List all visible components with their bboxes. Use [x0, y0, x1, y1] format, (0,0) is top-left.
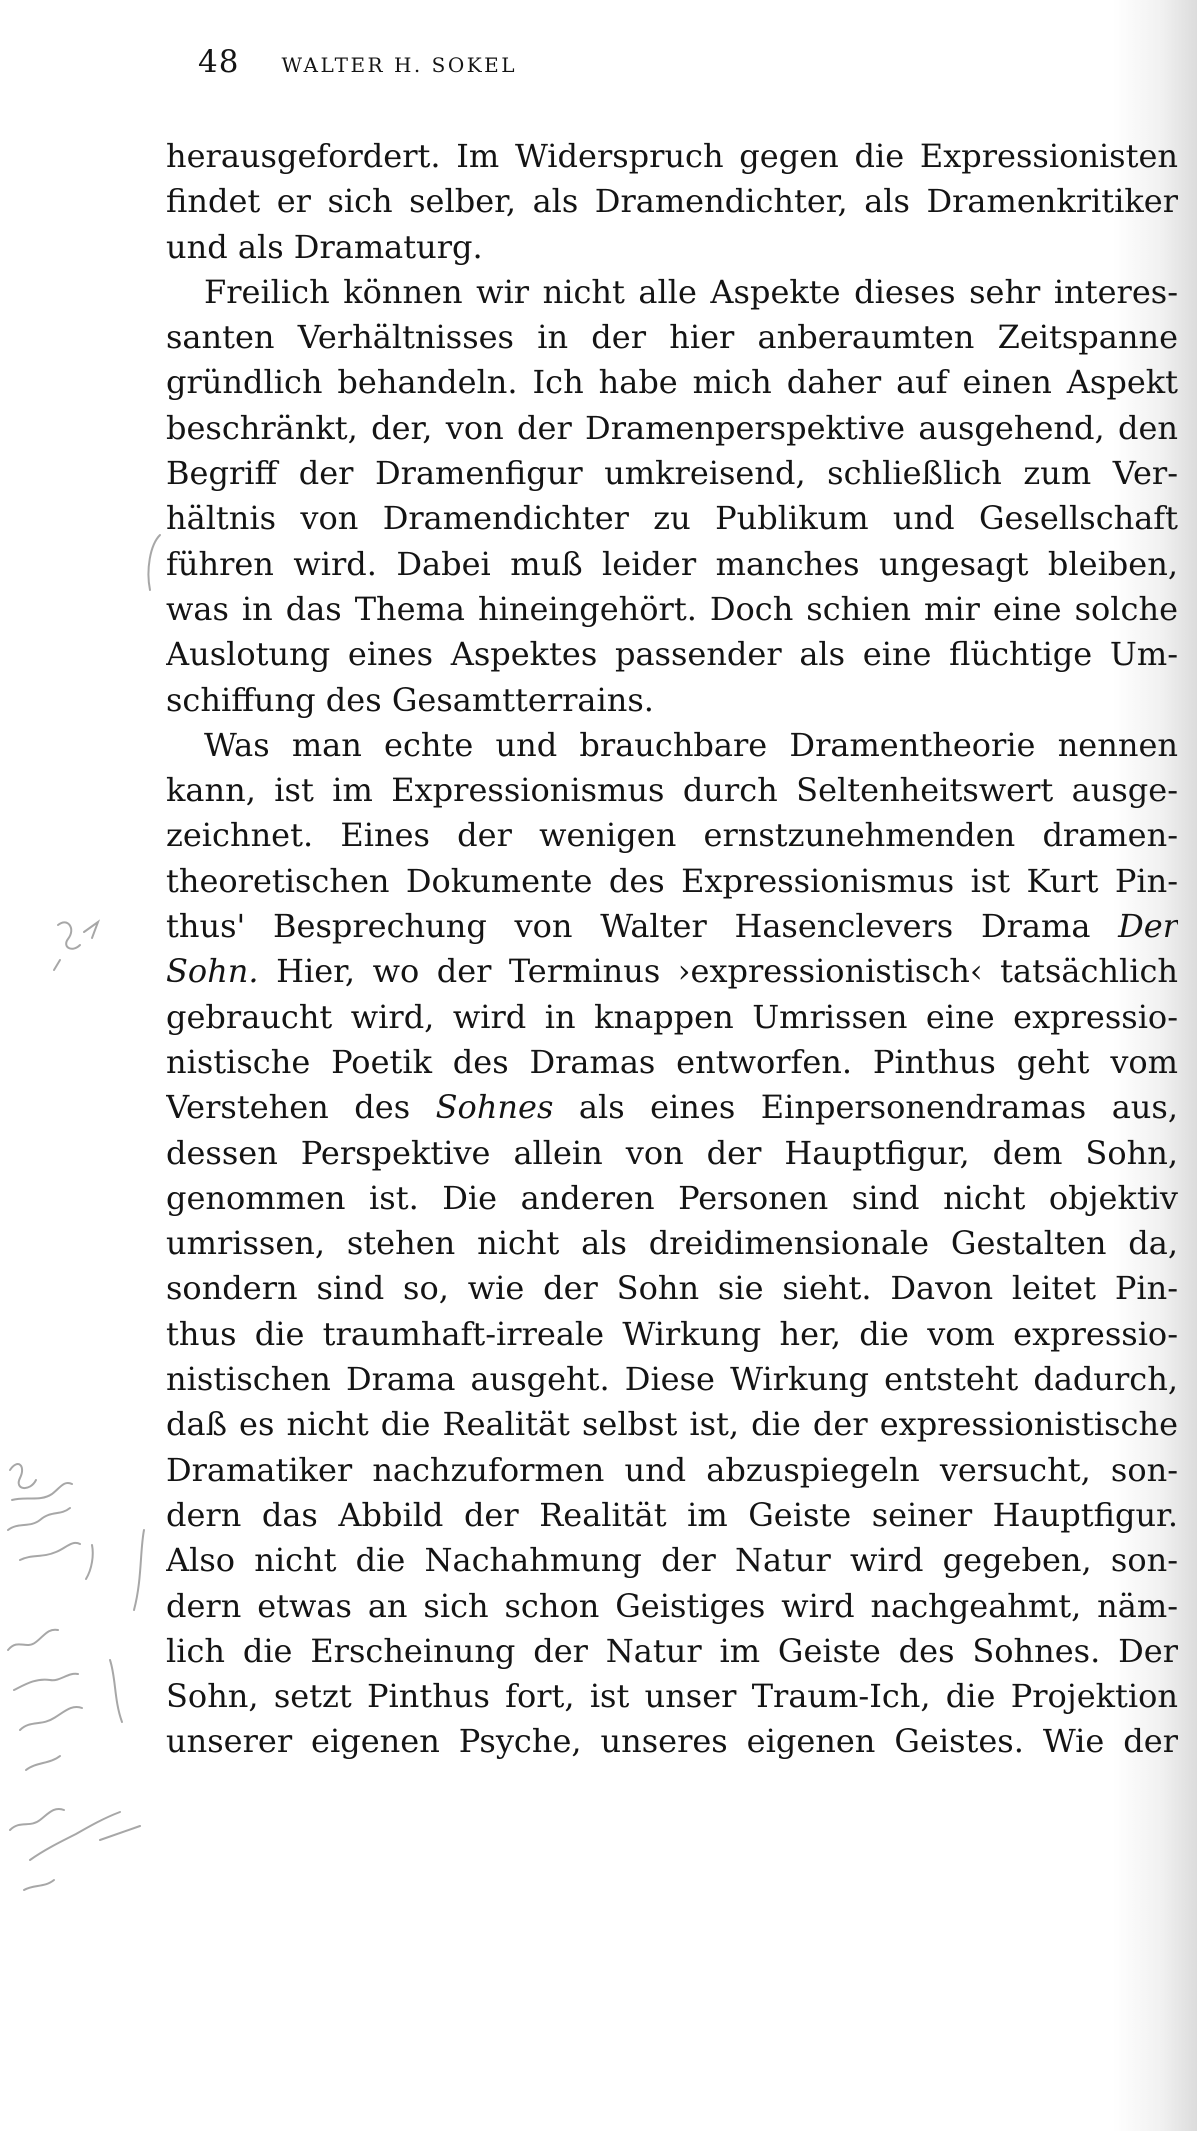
text-line: daß es nicht die Realität selbst ist, die der expressionistische [166, 1405, 1178, 1444]
text-line [166, 904, 1178, 949]
text-line: theoretischen Dokumente des Expressionismus ist Kurt Pin- [166, 861, 1178, 900]
text-line: nistischen Drama ausgeht. Diese Wirkung entsteht dadurch, [166, 1360, 1178, 1399]
text-line: gebraucht wird, wird in knappen Umrissen eine expressio- [166, 997, 1178, 1036]
text-line: führen wird. Dabei muß leider manches ungesagt bleiben, [166, 544, 1178, 583]
text-line: herausgefordert. Im Widerspruch gegen die Expressionisten [166, 137, 1178, 175]
text-run: thus' Besprechung von Walter Hasenclevers Drama [166, 907, 1091, 946]
text-line: Dramatiker nachzuformen und abzuspiegeln versucht, son- [166, 1450, 1178, 1489]
page-number: 48 [198, 44, 240, 80]
text-run: als eines Einpersonendramas aus, [578, 1088, 1178, 1127]
text-line: santen Verhältnisses in der hier anberaumten Zeitspanne [166, 318, 1178, 357]
text-line: dern etwas an sich schon Geistiges wird nachgeahmt, näm- [166, 1586, 1178, 1625]
text-line: Begriff der Dramenfigur umkreisend, schließlich zum Ver- [166, 454, 1178, 493]
text-line: Freilich können wir nicht alle Aspekte dieses sehr interes- [204, 272, 1178, 311]
text-run: Hier, wo der Terminus ›expressionistisch‹ tatsächlich [258, 952, 1178, 991]
text-line: und als Dramaturg. [166, 227, 483, 266]
text-line: umrissen, stehen nicht als dreidimensionale Gestalten da, [166, 1224, 1178, 1263]
pencil-marks-icon [0, 0, 170, 2131]
text-line: thus die traumhaft-irreale Wirkung her, die vom expressio- [166, 1314, 1178, 1353]
text-line: hältnis von Dramendichter zu Publikum und Gesellschaft [166, 499, 1178, 538]
text-line: Sohn, setzt Pinthus fort, ist unser Traum-Ich, die Projektion [166, 1677, 1178, 1716]
handwritten-marginalia [0, 0, 170, 2131]
text-line: dessen Perspektive allein von der Hauptfigur, dem Sohn, [166, 1133, 1178, 1172]
page-header [198, 44, 517, 84]
text-line: was in das Thema hineingehört. Doch schien mir eine solche [166, 589, 1178, 628]
text-line: findet er sich selber, als Dramendichter, als Dramenkritiker [166, 182, 1178, 221]
body-text [166, 134, 1178, 1765]
text-line: gründlich behandeln. Ich habe mich daher auf einen Aspekt [166, 363, 1178, 402]
italic-title: Der [1118, 907, 1178, 946]
text-run: Verstehen des [166, 1088, 411, 1127]
text-line: beschränkt, der, von der Dramenperspektive ausgehend, den [166, 408, 1178, 447]
text-line: sondern sind so, wie der Sohn sie sieht. Davon leitet Pin- [166, 1269, 1178, 1308]
italic-title: Sohn. [166, 952, 259, 991]
italic-title: Sohnes [435, 1088, 554, 1127]
text-line: Was man echte und brauchbare Dramentheorie nennen [204, 725, 1178, 764]
text-line [166, 1085, 1178, 1130]
text-line: unserer eigenen Psyche, unseres eigenen Geistes. Wie der [166, 1722, 1178, 1761]
text-line: zeichnet. Eines der wenigen ernstzunehmenden dramen- [166, 816, 1178, 855]
text-line: genommen ist. Die anderen Personen sind nicht objektiv [166, 1178, 1178, 1217]
text-line: lich die Erscheinung der Natur im Geiste des Sohnes. Der [166, 1631, 1178, 1670]
text-line [166, 949, 1178, 994]
text-line: schiffung des Gesamtterrains. [166, 680, 654, 719]
text-line: dern das Abbild der Realität im Geiste seiner Hauptfigur. [166, 1495, 1178, 1534]
text-line: Auslotung eines Aspektes passender als eine flüchtige Um- [166, 635, 1178, 674]
running-head: WALTER H. SOKEL [281, 53, 518, 77]
text-line: kann, ist im Expressionismus durch Seltenheitswert ausge- [166, 771, 1178, 810]
text-line: Also nicht die Nachahmung der Natur wird gegeben, son- [166, 1541, 1178, 1580]
text-line: nistische Poetik des Dramas entworfen. Pinthus geht vom [166, 1042, 1178, 1081]
